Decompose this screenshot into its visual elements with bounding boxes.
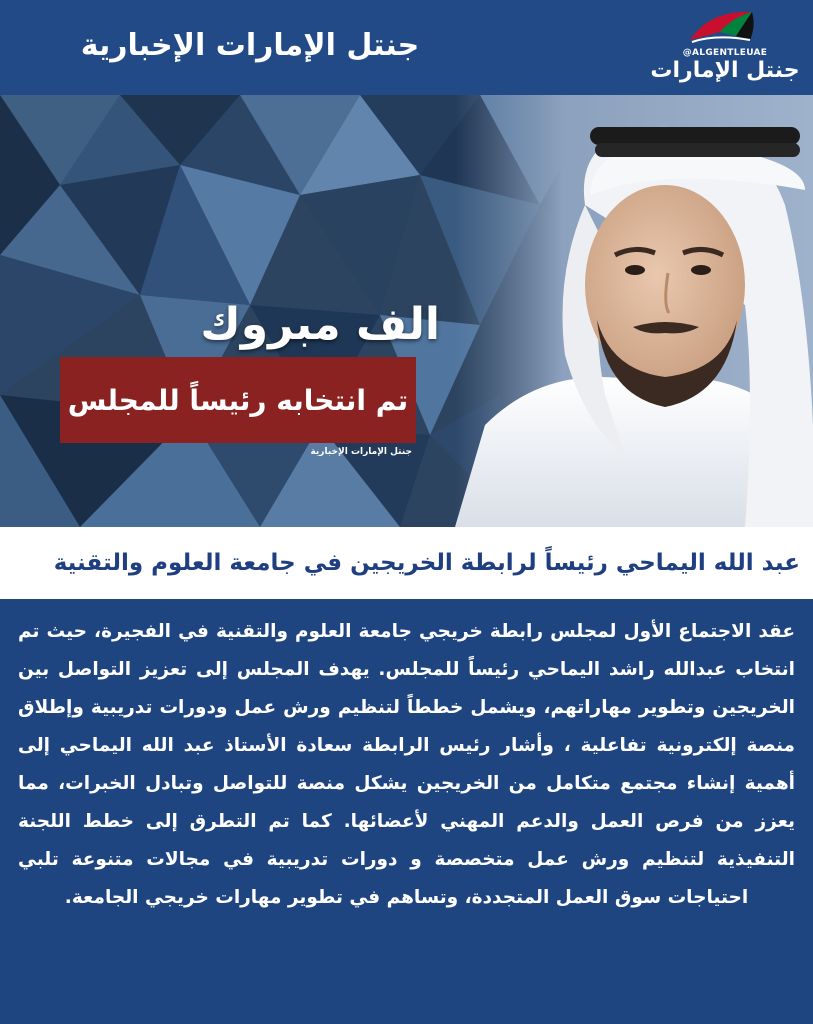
site-logo [650,6,800,90]
site-title: جنتل الإمارات الإخبارية [80,28,420,63]
uae-flag-swoosh-icon [680,6,770,46]
congrats-heading: الف مبروك [200,299,440,350]
article-body: عقد الاجتماع الأول لمجلس رابطة خريجي جامعة العلوم والتقنية في الفجيرة، حيث تم انتخاب عبدالله راشد اليماحي رئيساً للمجلس. يهدف المجلس إلى تعزيز التواصل بين الخريجين وتطوير مهاراتهم، ويشمل خططاً لتنظيم ورش عمل ودورات تدريبية وإطلاق منصة إلكترونية تفاعلية ، وأشار رئيس الرابطة سعادة الأستاذ عبد الله اليماحي إلى أهمية إنشاء مجتمع متكامل من الخريجين يشكل منصة للتواصل وتبادل الخبرات، مما يعزز من فرص العمل والدعم المهني لأعضائها. كما تم التطرق إلى خطط اللجنة التنفيذية لتنظيم ورش عمل متخصصة و دورات تدريبية في مجالات متنوعة تلبي احتياجات سوق العمل المتجددة، وتساهم في تطوير مهارات خريجي الجامعة. [18,621,795,908]
logo-handle: @ALGENTLEUAE [682,48,768,58]
elected-banner [60,357,416,443]
hero-banner [0,95,813,527]
banner-watermark: جنتل الإمارات الإخبارية [310,447,412,457]
article-headline: عبد الله اليماحي رئيساً لرابطة الخريجين في جامعة العلوم والتقنية [53,550,800,576]
header-bar [0,0,813,95]
article-panel [0,599,813,1024]
logo-name: جنتل الإمارات [650,58,800,83]
headline-bar [0,527,813,599]
portrait-photo [455,95,813,527]
elected-text: تم انتخابه رئيساً للمجلس [67,383,409,417]
